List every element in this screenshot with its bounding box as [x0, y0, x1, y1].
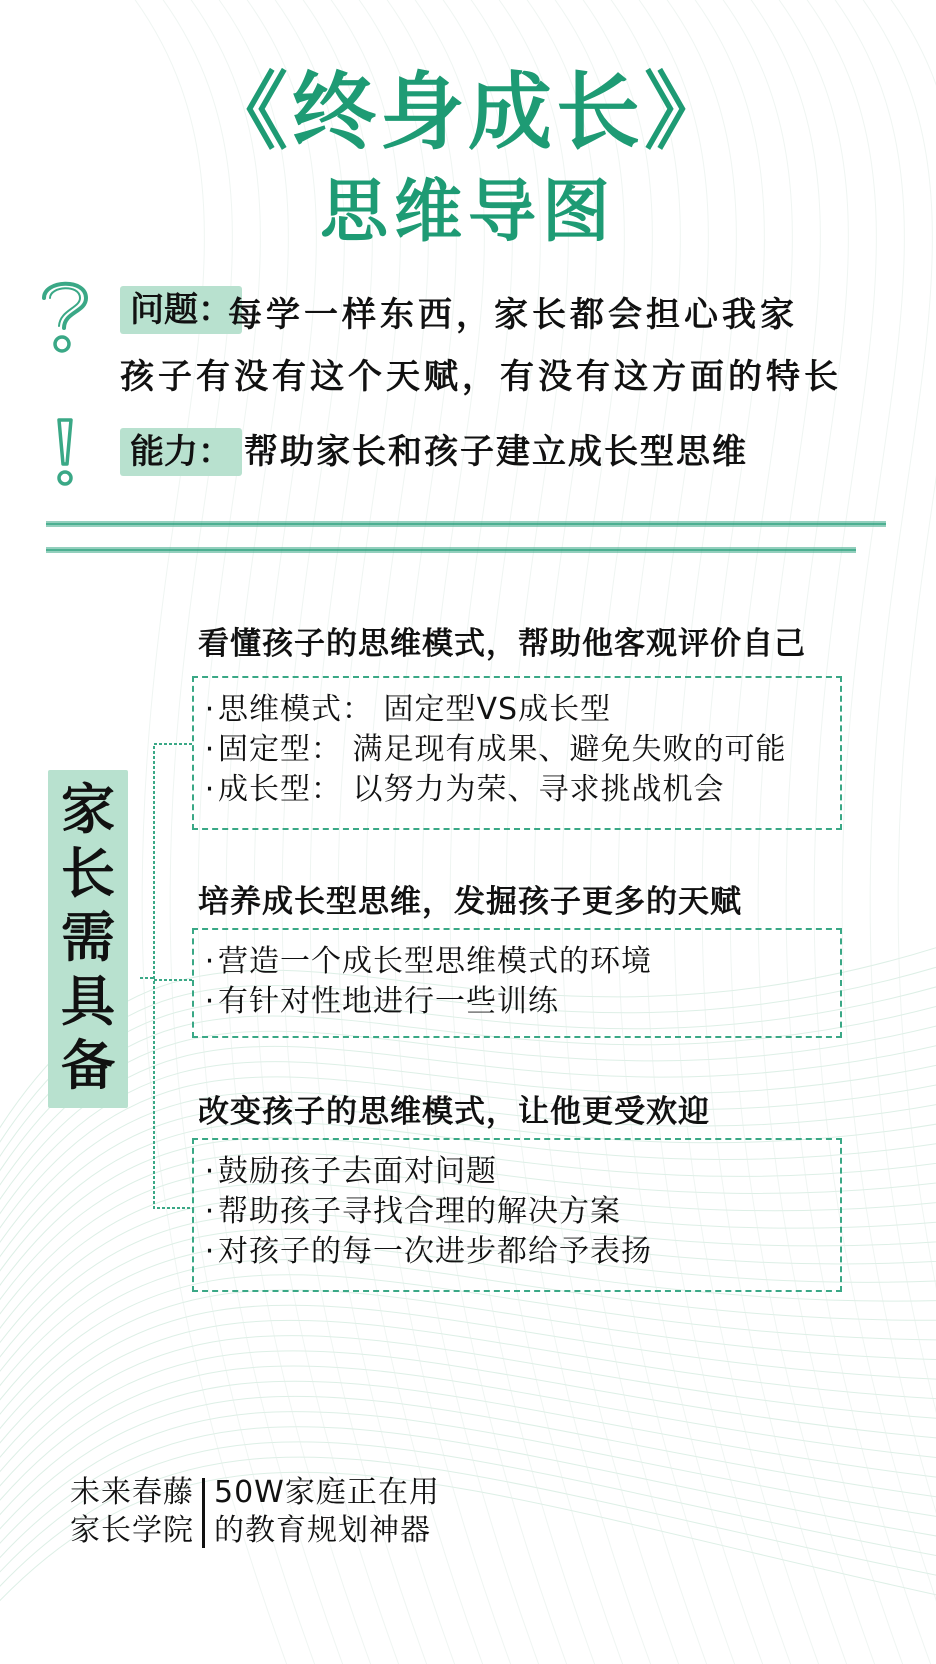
- brand-line-1: 未来春藤: [70, 1475, 194, 1510]
- list-item: ·固定型： 满足现有成果、避免失败的可能: [204, 732, 787, 767]
- question-line-2: 孩子有没有这个天赋，有没有这方面的特长: [120, 357, 842, 397]
- section-title-2: 培养成长型思维，发掘孩子更多的天赋: [198, 884, 742, 920]
- section-title-3: 改变孩子的思维模式，让他更受欢迎: [198, 1094, 710, 1130]
- slogan-line-2: 的教育规划神器: [214, 1513, 431, 1548]
- root-char: 需: [61, 906, 115, 969]
- footer-slogan: [214, 1474, 474, 1550]
- list-item: ·有针对性地进行一些训练: [204, 984, 559, 1019]
- question-mark-icon: [38, 276, 92, 356]
- list-item: ·鼓励孩子去面对问题: [204, 1154, 497, 1189]
- list-item: ·对孩子的每一次进步都给予表扬: [204, 1234, 652, 1269]
- root-char: 家: [61, 778, 115, 841]
- slogan-line-1: 50W家庭正在用: [214, 1475, 440, 1510]
- list-item: ·思维模式： 固定型VS成长型: [204, 692, 612, 727]
- section-title-1: 看懂孩子的思维模式，帮助他客观评价自己: [198, 626, 806, 662]
- page-title: 《终身成长》: [203, 63, 732, 161]
- footer-brand: [70, 1474, 200, 1550]
- divider-line: [46, 520, 886, 528]
- mindmap-root: [48, 770, 128, 1108]
- divider-line: [46, 546, 856, 554]
- root-char: 长: [61, 842, 115, 905]
- list-item: ·帮助孩子寻找合理的解决方案: [204, 1194, 621, 1229]
- brand-line-2: 家长学院: [70, 1513, 194, 1548]
- section-box-1: [192, 676, 842, 830]
- question-line-1: 每学一样东西，家长都会担心我家: [228, 295, 798, 335]
- ability-label: 能力：: [120, 428, 242, 476]
- list-item: ·成长型： 以努力为荣、寻求挑战机会: [204, 772, 725, 807]
- page-subtitle: 思维导图: [319, 173, 616, 252]
- section-box-3: [192, 1138, 842, 1292]
- exclamation-mark-icon: [50, 416, 80, 488]
- question-text: [120, 284, 920, 408]
- root-char: 具: [61, 970, 115, 1033]
- ability-text: 帮助家长和孩子建立成长型思维: [244, 432, 748, 472]
- footer-divider: [202, 1478, 205, 1548]
- mindmap-connector: [140, 728, 200, 1218]
- list-item: ·营造一个成长型思维模式的环境: [204, 944, 652, 979]
- root-char: 备: [61, 1034, 115, 1097]
- question-label: 问题：: [120, 286, 242, 334]
- section-box-2: [192, 928, 842, 1038]
